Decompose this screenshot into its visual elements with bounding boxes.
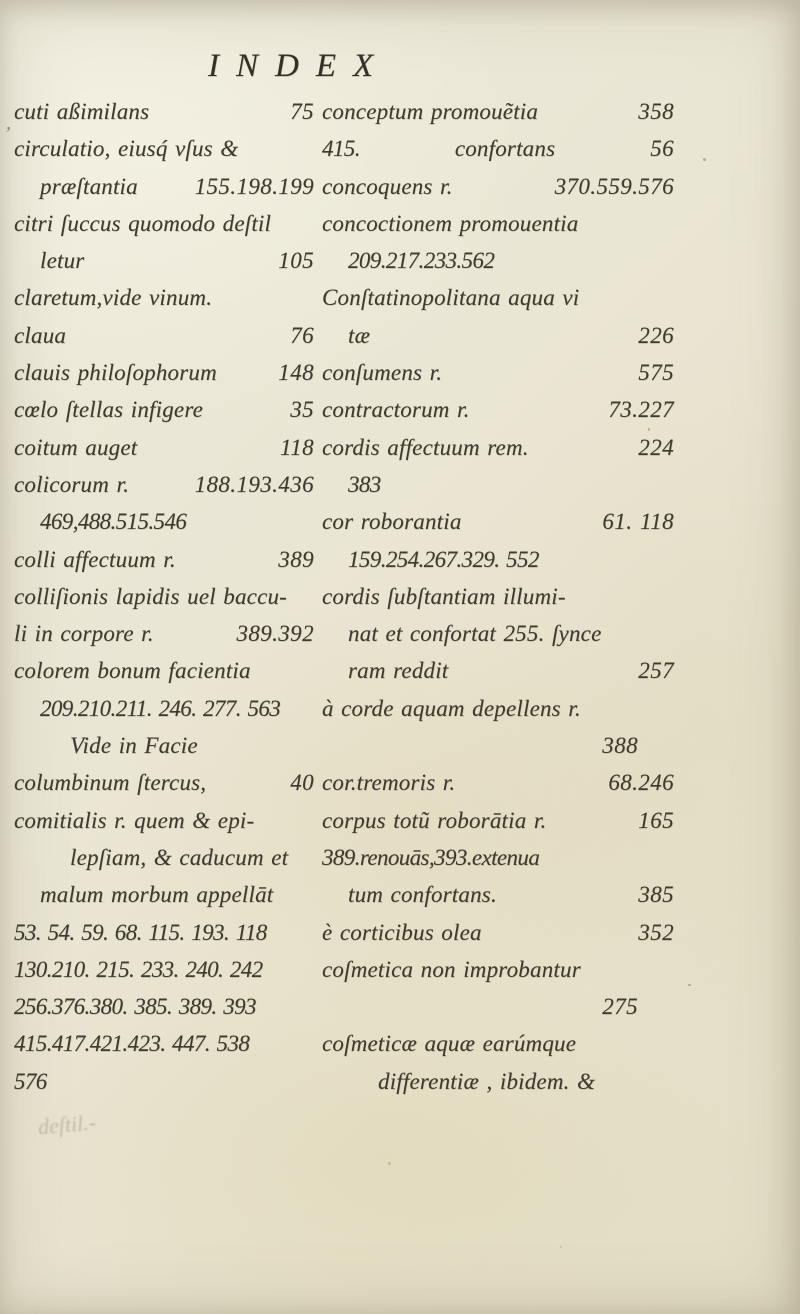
index-line: [14, 285, 314, 322]
entry-text: colli affectuum r.: [14, 546, 176, 572]
entry-text: comitialis r. quem & epi-: [14, 807, 255, 833]
index-line: [14, 882, 314, 919]
entry-text: circulatio, eiusq́ vſus &: [14, 136, 239, 162]
entry-text: 130.210. 215. 233. 240. 242: [14, 956, 263, 982]
index-line: [14, 397, 314, 434]
index-line: [14, 658, 314, 695]
page-number: 275: [602, 994, 638, 1020]
index-line: [14, 920, 314, 957]
index-line: [14, 808, 314, 845]
paper-speck: [703, 158, 706, 161]
entry-text: malum morbum appellāt: [40, 882, 274, 908]
entry-text: contractorum r.: [322, 397, 470, 423]
page-number: 76: [290, 322, 314, 348]
index-line: [322, 248, 674, 285]
entry-text: à corde aquam depellens r.: [322, 695, 581, 721]
paper-speck: [388, 1162, 391, 1165]
entry-text: concoctionem promouentia: [322, 210, 579, 236]
page-number: 35: [290, 397, 314, 423]
entry-text: 469,488.515.546: [40, 509, 187, 535]
entry-text: cuti aßimilans: [14, 99, 150, 124]
index-column-left: [14, 99, 314, 1106]
index-line: [14, 211, 314, 248]
index-line: [322, 323, 674, 360]
entry-text: Conſtatinopolitana aqua vi: [322, 285, 580, 311]
entry-text: conſumens r.: [322, 360, 443, 386]
entry-text: cor roborantia: [322, 509, 462, 535]
entry-text: tæ: [348, 322, 371, 348]
entry-text: cordis affectuum rem.: [322, 434, 529, 460]
page-number: 575: [638, 360, 674, 386]
index-line: [322, 770, 674, 807]
page-number: 352: [638, 919, 674, 945]
index-line: [14, 733, 314, 770]
entry-text: cor.tremoris r.: [322, 770, 456, 796]
entry-text: columbinum ſtercus,: [14, 770, 207, 796]
entry-text: 209.217.233.562: [348, 248, 495, 274]
index-line: [14, 1069, 314, 1106]
page-number: 75: [290, 99, 314, 124]
paper-speck: [560, 1246, 562, 1248]
page-number: 385: [638, 882, 674, 908]
index-line: [14, 435, 314, 472]
index-line: [14, 360, 314, 397]
page-number: 358: [638, 99, 674, 124]
index-line: [14, 994, 314, 1031]
page-number: 40: [290, 770, 314, 796]
entry-text: lepſiam, & caducum et: [70, 844, 289, 870]
index-line: [322, 285, 674, 322]
entry-text-middle: confortans: [454, 136, 556, 162]
entry-text: 576: [14, 1068, 47, 1094]
entry-text: citri ſuccus quomodo deſtil: [14, 210, 272, 236]
index-line: [14, 509, 314, 546]
page-number: 226: [638, 322, 674, 348]
entry-text: letur: [40, 248, 85, 274]
index-line: [14, 957, 314, 994]
entry-text: 389.renouās,393.extenua: [322, 844, 540, 870]
entry-text: li in corpore r.: [14, 621, 154, 647]
index-line: [14, 472, 314, 509]
page-title: INDEX: [208, 48, 391, 84]
index-line: [322, 733, 674, 770]
entry-text: tum confortans.: [348, 882, 497, 908]
ink-smudge: ‚: [4, 111, 15, 135]
entry-text: Vide in Facie: [70, 733, 198, 759]
index-line: [14, 584, 314, 621]
page-number: 370.559.576: [554, 173, 674, 199]
index-line: [322, 397, 674, 434]
page-number: 118: [280, 434, 314, 460]
page-number: 388: [602, 733, 638, 759]
index-line: [322, 808, 674, 845]
index-line: [14, 323, 314, 360]
page-number: 224: [638, 434, 674, 460]
entry-text: 256.376.380. 385. 389. 393: [14, 994, 256, 1020]
index-line: [322, 920, 674, 957]
page-number: 61. 118: [602, 509, 674, 535]
index-line: [322, 621, 674, 658]
entry-text: colicorum r.: [14, 471, 130, 497]
index-line: [322, 994, 674, 1031]
index-line: [322, 174, 674, 211]
show-through-ghost-text: deſtil.-: [36, 1109, 97, 1140]
index-line: [322, 696, 674, 733]
index-line: [14, 621, 314, 658]
page-number: 56: [650, 136, 674, 162]
index-line: [322, 957, 674, 994]
entry-text: 415.: [322, 136, 360, 162]
entry-text: colliſionis lapidis uel baccu-: [14, 583, 288, 609]
index-line: [322, 547, 674, 584]
entry-text: conceptum promouẽtia: [322, 99, 539, 124]
index-line: [14, 547, 314, 584]
index-line: [322, 360, 674, 397]
entry-text: præſtantia: [40, 173, 138, 199]
page-number: 148: [278, 360, 314, 386]
entry-text: concoquens r.: [322, 173, 453, 199]
entry-text: ram reddit: [348, 658, 449, 684]
entry-text: differentiæ , ibidem. &: [378, 1068, 596, 1094]
index-line: [322, 1031, 674, 1068]
index-line: [322, 472, 674, 509]
page-number: 68.246: [608, 770, 674, 796]
index-line: [14, 136, 314, 173]
paper-speck: [688, 984, 691, 986]
paper-speck: [648, 428, 650, 431]
page-number: 389: [278, 546, 314, 572]
page-number: 188.193.436: [194, 471, 314, 497]
index-line: [322, 658, 674, 695]
entry-text: clauis philoſophorum: [14, 360, 217, 386]
entry-text: claua: [14, 322, 67, 348]
index-line: [14, 99, 314, 136]
entry-text: colorem bonum facientia: [14, 658, 251, 684]
index-line: [14, 1031, 314, 1068]
index-line: [14, 696, 314, 733]
entry-text: è corticibus olea: [322, 919, 482, 945]
page-number: 155.198.199: [194, 173, 314, 199]
page-number: 73.227: [608, 397, 674, 423]
entry-text: claretum,vide vinum.: [14, 285, 213, 311]
entry-text: cœlo ſtellas infigere: [14, 397, 204, 423]
index-line: [14, 845, 314, 882]
page-number: 257: [638, 658, 674, 684]
index-line: [322, 509, 674, 546]
page-number: 165: [638, 807, 674, 833]
index-line: [14, 248, 314, 285]
index-line: [322, 136, 674, 173]
index-line: [322, 882, 674, 919]
index-columns: [0, 99, 800, 1106]
index-line: [14, 770, 314, 807]
page-number: 389.392: [236, 621, 314, 647]
index-line: [322, 845, 674, 882]
index-line: [322, 435, 674, 472]
index-line: [322, 1069, 674, 1106]
entry-text: coſmeticæ aquæ earúmque: [322, 1031, 577, 1057]
index-line: [322, 584, 674, 621]
index-column-right: [322, 99, 674, 1106]
entry-text: corpus totũ roborātia r.: [322, 807, 547, 833]
entry-text: coſmetica non improbantur: [322, 956, 581, 982]
entry-text: 209.210.211. 246. 277. 563: [40, 695, 281, 721]
page-number: 105: [278, 248, 314, 274]
entry-text: 159.254.267.329. 552: [348, 546, 539, 572]
entry-text: nat et confortat 255. ſynce: [348, 621, 602, 647]
entry-text: cordis ſubſtantiam illumi-: [322, 583, 566, 609]
entry-text: 383: [348, 471, 381, 497]
entry-text: coitum auget: [14, 434, 138, 460]
entry-text: 53. 54. 59. 68. 115. 193. 118: [14, 919, 267, 945]
index-line: [14, 174, 314, 211]
index-line: [322, 99, 674, 136]
index-line: [322, 211, 674, 248]
entry-text: 415.417.421.423. 447. 538: [14, 1031, 250, 1057]
